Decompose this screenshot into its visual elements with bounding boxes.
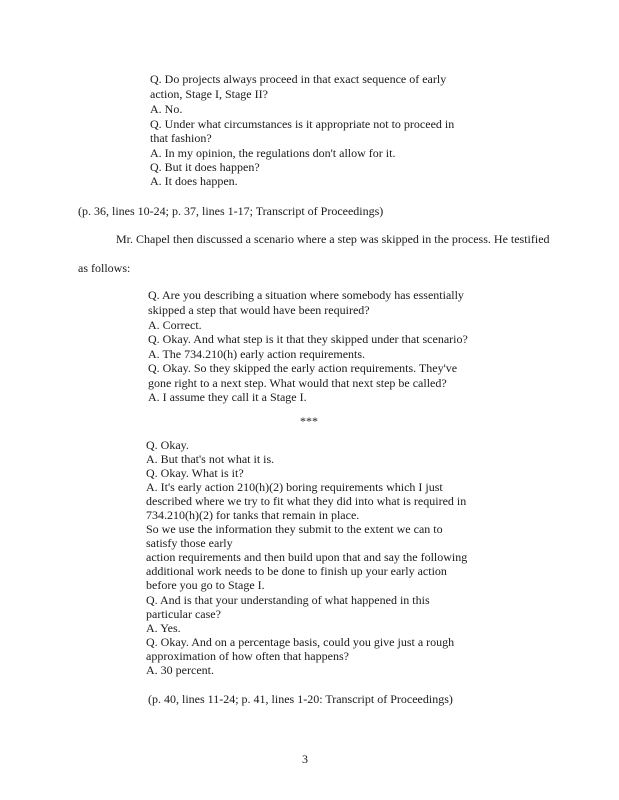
transcript-line: that fashion? <box>150 131 212 145</box>
transcript-line: A. It does happen. <box>150 174 238 188</box>
transcript-line: approximation of how often that happens? <box>146 649 349 663</box>
narrative-line: Mr. Chapel then discussed a scenario where a step was skipped in the process. He testified <box>116 232 550 246</box>
transcript-line: A. I assume they call it a Stage I. <box>148 390 307 404</box>
transcript-line: before you go to Stage I. <box>146 578 265 592</box>
transcript-line: action requirements and then build upon that and say the following <box>146 550 468 564</box>
transcript-line: skipped a step that would have been required? <box>148 303 370 317</box>
transcript-line: A. Yes. <box>146 621 181 635</box>
transcript-line: Q. But it does happen? <box>150 160 260 174</box>
transcript-line: Q. Do projects always proceed in that exact sequence of early <box>150 72 447 86</box>
transcript-line: Q. Okay. And on a percentage basis, could you give just a rough <box>146 635 455 649</box>
citation: (p. 40, lines 11-24; p. 41, lines 1-20: Transcript of Proceedings) <box>148 692 453 706</box>
transcript-line: Q. Okay. <box>146 438 189 452</box>
transcript-line: A. No. <box>150 102 183 116</box>
transcript-line: A. 30 percent. <box>146 663 214 677</box>
transcript-line: particular case? <box>146 607 221 621</box>
page-number: 3 <box>302 752 308 766</box>
transcript-line: Q. Okay. What is it? <box>146 466 244 480</box>
transcript-line: described where we try to fit what they did into what is required in <box>146 494 467 508</box>
transcript-line: A. Correct. <box>148 318 202 332</box>
transcript-line: So we use the information they submit to the extent we can to <box>146 522 443 536</box>
transcript-line: Q. Okay. And what step is it that they skipped under that scenario? <box>148 332 468 346</box>
transcript-line: satisfy those early <box>146 536 233 550</box>
transcript-line: Q. And is that your understanding of what happened in this <box>146 593 430 607</box>
transcript-line: A. In my opinion, the regulations don't allow for it. <box>150 146 396 160</box>
transcript-line: action, Stage I, Stage II? <box>150 87 268 101</box>
transcript-line: A. But that's not what it is. <box>146 452 275 466</box>
transcript-line: gone right to a next step. What would that next step be called? <box>148 376 447 390</box>
citation: (p. 36, lines 10-24; p. 37, lines 1-17; Transcript of Proceedings) <box>78 204 384 218</box>
transcript-line: 734.210(h)(2) for tanks that remain in place. <box>146 508 360 522</box>
transcript-line: Q. Okay. So they skipped the early action requirements. They've <box>148 361 458 375</box>
transcript-line: additional work needs to be done to finish up your early action <box>146 564 447 578</box>
transcript-line: A. It's early action 210(h)(2) boring requirements which I just <box>146 480 443 494</box>
transcript-line: A. The 734.210(h) early action requirements. <box>148 347 366 361</box>
transcript-line: Q. Are you describing a situation where somebody has essentially <box>148 288 464 302</box>
transcript-line: Q. Under what circumstances is it appropriate not to proceed in <box>150 117 455 131</box>
narrative-line: as follows: <box>78 261 131 275</box>
section-separator: *** <box>300 414 318 428</box>
